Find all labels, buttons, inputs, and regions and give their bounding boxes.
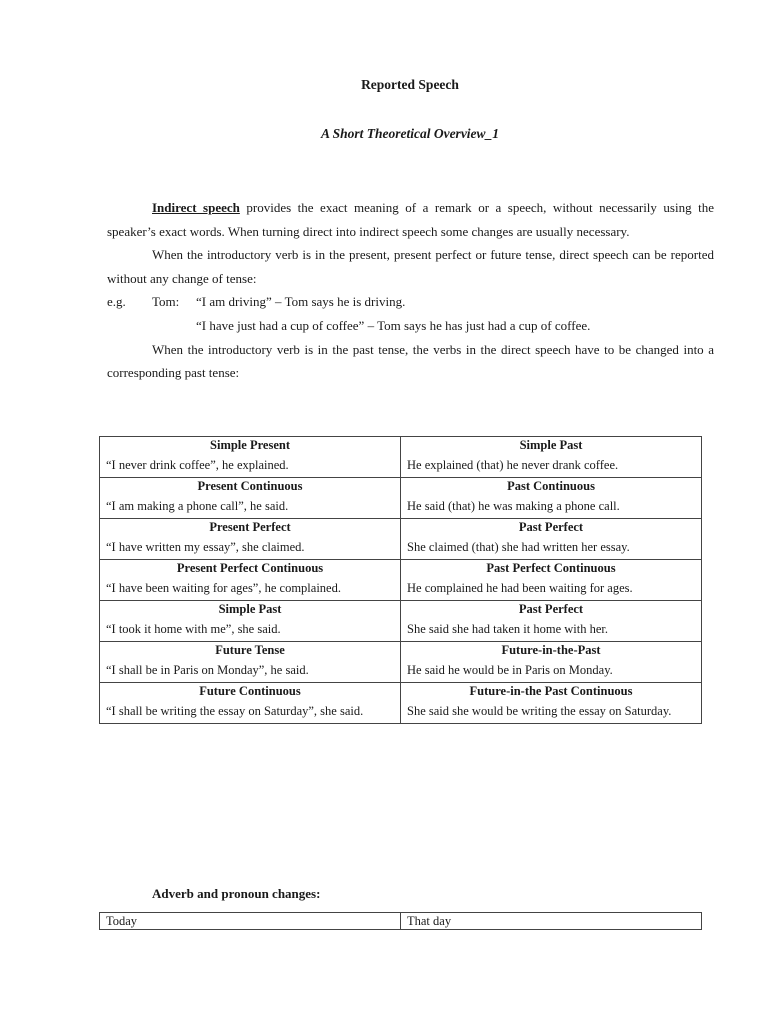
- table-row: [100, 560, 702, 601]
- reported-adverb-cell: That day: [401, 913, 702, 930]
- example-speaker: Tom:: [152, 294, 180, 310]
- tense-name: Simple Past: [218, 602, 282, 616]
- intro-paragraph-3: When the introductory verb is in the past tense, the verbs in the direct speech have to be changed into a corresponding past tense:: [107, 341, 714, 381]
- direct-example: “I shall be writing the essay on Saturday”, she said.: [106, 704, 364, 718]
- reported-example: He explained (that) he never drank coffee.: [407, 458, 619, 472]
- reported-tense-cell: [401, 642, 702, 683]
- intro-section: [107, 196, 714, 385]
- direct-tense-cell: [100, 601, 401, 642]
- adverb-changes-table: [99, 912, 702, 930]
- reported-example: He complained he had been waiting for ages.: [407, 581, 633, 595]
- reported-example: She said she had taken it home with her.: [407, 622, 609, 636]
- direct-example: “I have been waiting for ages”, he complained.: [106, 581, 341, 595]
- direct-example: “I shall be in Paris on Monday”, he said.: [106, 663, 309, 677]
- tense-name: Past Perfect: [518, 520, 584, 534]
- reported-tense-cell: [401, 560, 702, 601]
- table-row: [100, 642, 702, 683]
- direct-tense-cell: [100, 683, 401, 724]
- direct-example: “I have written my essay”, she claimed.: [106, 540, 305, 554]
- table-row: [100, 478, 702, 519]
- intro-paragraph-2: When the introductory verb is in the present, present perfect or future tense, direct speech can be reported without any change of tense:: [107, 247, 714, 286]
- example-sentence-2: “I have just had a cup of coffee” – Tom says he has just had a cup of coffee.: [196, 317, 591, 333]
- tense-name: Future-in-the-Past: [501, 643, 601, 657]
- table-row: [100, 437, 702, 478]
- example-sentence-1: “I am driving” – Tom says he is driving.: [196, 294, 406, 310]
- indirect-speech-term: Indirect speech: [152, 200, 240, 215]
- document-title: Reported Speech: [361, 77, 459, 92]
- reported-example: She said she would be writing the essay on Saturday.: [407, 704, 672, 718]
- document-subtitle: A Short Theoretical Overview_1: [320, 126, 500, 141]
- tense-name: Future Continuous: [199, 684, 301, 698]
- intro-paragraph-1: [107, 196, 714, 243]
- tense-name: Present Perfect Continuous: [176, 561, 324, 575]
- reported-example: He said he would be in Paris on Monday.: [407, 663, 613, 677]
- direct-tense-cell: [100, 560, 401, 601]
- adverb-pronoun-heading: Adverb and pronoun changes:: [152, 886, 321, 901]
- reported-tense-cell: [401, 601, 702, 642]
- direct-example: “I never drink coffee”, he explained.: [106, 458, 289, 472]
- direct-tense-cell: [100, 642, 401, 683]
- example-label: e.g.: [107, 294, 126, 310]
- direct-adverb-cell: Today: [100, 913, 401, 930]
- table-row: [100, 519, 702, 560]
- reported-tense-cell: [401, 519, 702, 560]
- tense-name: Future-in-the Past Continuous: [469, 684, 633, 698]
- tense-name: Past Continuous: [507, 479, 595, 493]
- tense-name: Present Perfect: [209, 520, 291, 534]
- reported-example: She claimed (that) she had written her essay.: [407, 540, 630, 554]
- reported-tense-cell: [401, 478, 702, 519]
- tense-name: Simple Present: [210, 438, 290, 452]
- example-line-1: [107, 290, 714, 314]
- direct-tense-cell: [100, 478, 401, 519]
- tense-name: Simple Past: [519, 438, 583, 452]
- intro-paragraph-1-text: provides the exact meaning of a remark or a speech, without necessarily using the speaker’s exact words. When turning direct into indirect speech some changes are usually necessary.: [107, 200, 714, 239]
- tense-name: Past Perfect Continuous: [486, 561, 616, 575]
- direct-example: “I am making a phone call”, he said.: [106, 499, 289, 513]
- reported-tense-cell: [401, 437, 702, 478]
- tense-name: Past Perfect: [518, 602, 584, 616]
- direct-tense-cell: [100, 519, 401, 560]
- tense-name: Future Tense: [215, 643, 285, 657]
- direct-example: “I took it home with me”, she said.: [106, 622, 281, 636]
- table-row: [100, 683, 702, 724]
- reported-tense-cell: [401, 683, 702, 724]
- reported-example: He said (that) he was making a phone call.: [407, 499, 620, 513]
- tense-name: Present Continuous: [197, 479, 303, 493]
- tense-shift-table: [99, 436, 702, 724]
- table-row: [100, 913, 702, 930]
- direct-tense-cell: [100, 437, 401, 478]
- table-row: [100, 601, 702, 642]
